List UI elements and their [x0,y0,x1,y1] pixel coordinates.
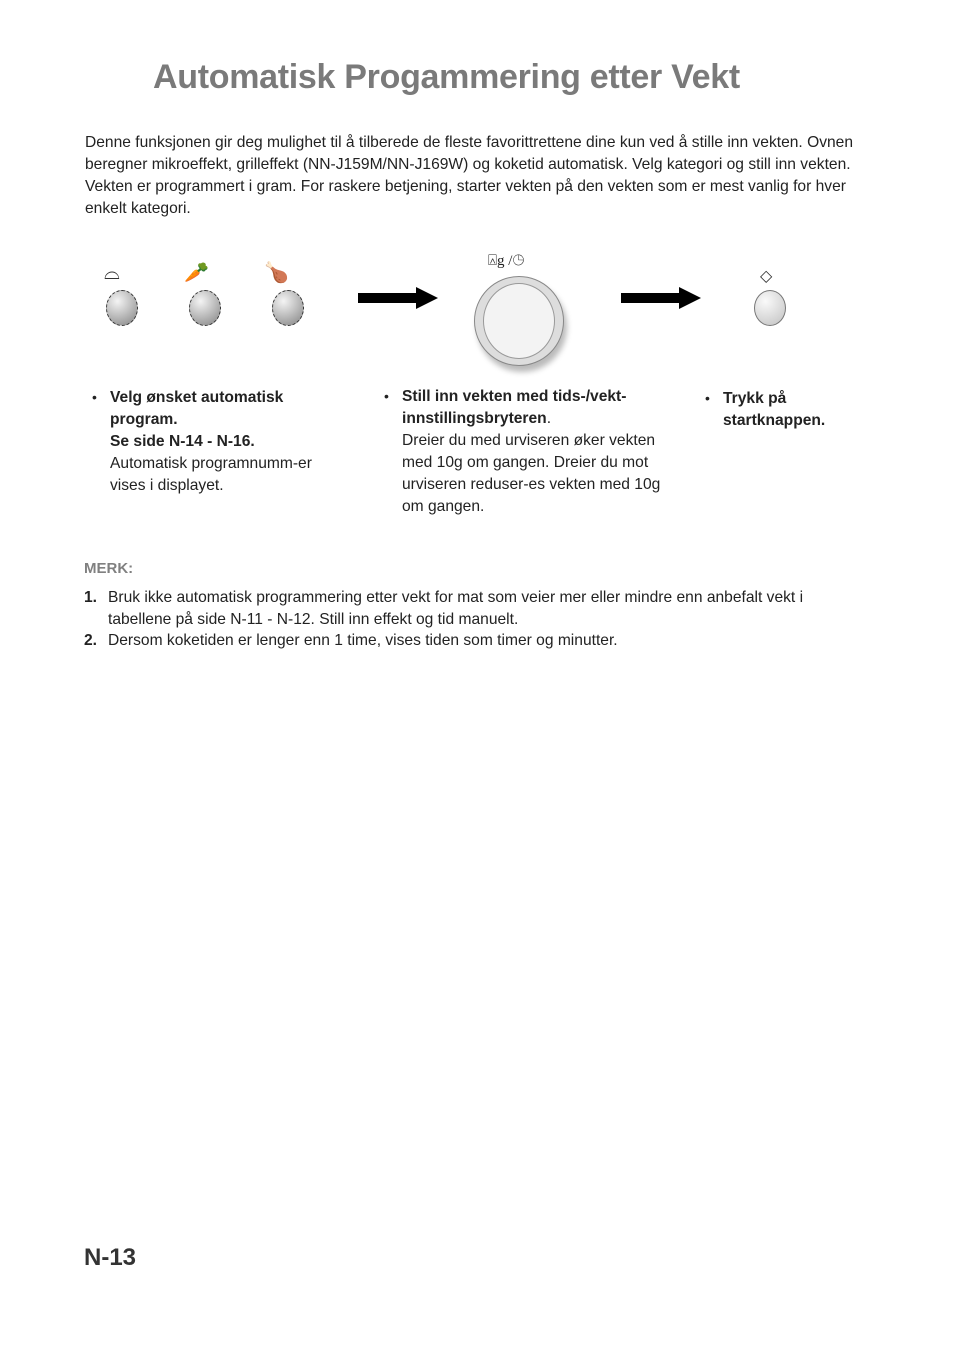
note-heading: MERK: [84,560,134,577]
meat-pizza-icon: 🍗 [264,262,289,284]
page-number: N-13 [84,1244,137,1271]
page-title: Automatisk Progammering etter Vekt [153,58,740,96]
intro-paragraph: Denne funksjonen gir deg mulighet til å tilberede de fleste favorittrettene dine kun ved å stille inn vekten. Ovnen beregner mikroeffekt, grilleffekt (NN-J159M/NN-J169W) og koketid automatisk. Velg kategori og still inn vekten. Vekten er programmert i gram. For raskere betjening, starter vekten på den vekten som er mest vanlig for hver enkelt kategori. [85,134,854,217]
step-1 [110,387,325,497]
arrow-icon [621,293,681,303]
bullet: • [92,389,97,405]
weight-icon: ⍓ [488,253,498,269]
step-1-ref: Se side N-14 - N-16. [110,433,255,450]
casserole-icon: ⌓ [104,262,120,284]
auto-program-button-2[interactable] [189,290,221,326]
auto-program-button-3[interactable] [272,290,304,326]
auto-program-button-1[interactable] [106,290,138,326]
start-button[interactable] [754,290,786,326]
step-2-title: Still inn vekten med tids-/vekt-innstillingsbryteren [402,388,627,427]
bullet: • [384,388,389,404]
note-number: 1. [84,589,98,606]
vegetable-fish-icon: 🥕 [184,262,209,284]
arrow-icon [358,293,418,303]
note-1 [84,587,864,631]
step-2-suffix: . [546,410,552,427]
step-2-text: Dreier du med urviseren øker vekten med 10g om gangen. Dreier du mot urviseren reduser-es vekten med 10g om gangen. [402,432,661,515]
clock-icon: ◷ [512,253,525,269]
note-text: Dersom koketiden er lenger enn 1 time, vises tiden som timer og minutter. [108,632,618,649]
step-3-title: Trykk på startknappen. [723,390,826,429]
weight-time-label: ⍓g /◷ [488,253,525,269]
note-text: Bruk ikke automatisk programmering etter vekt for mat som veier mer eller mindre enn anbefalt vekt i tabellene på side N-11 - N-12. Still inn effekt og tid manuelt. [108,589,804,628]
time-weight-dial[interactable] [474,276,564,366]
note-2 [84,630,864,652]
step-2 [402,386,662,518]
dial-face [483,283,555,359]
bullet: • [705,390,710,406]
step-1-title: Velg ønsket automatisk program. [110,389,284,428]
note-number: 2. [84,632,98,649]
step-3 [723,388,843,432]
step-1-text: Automatisk programnumm-er vises i displayet. [110,455,312,494]
start-icon: ◇ [760,268,773,285]
